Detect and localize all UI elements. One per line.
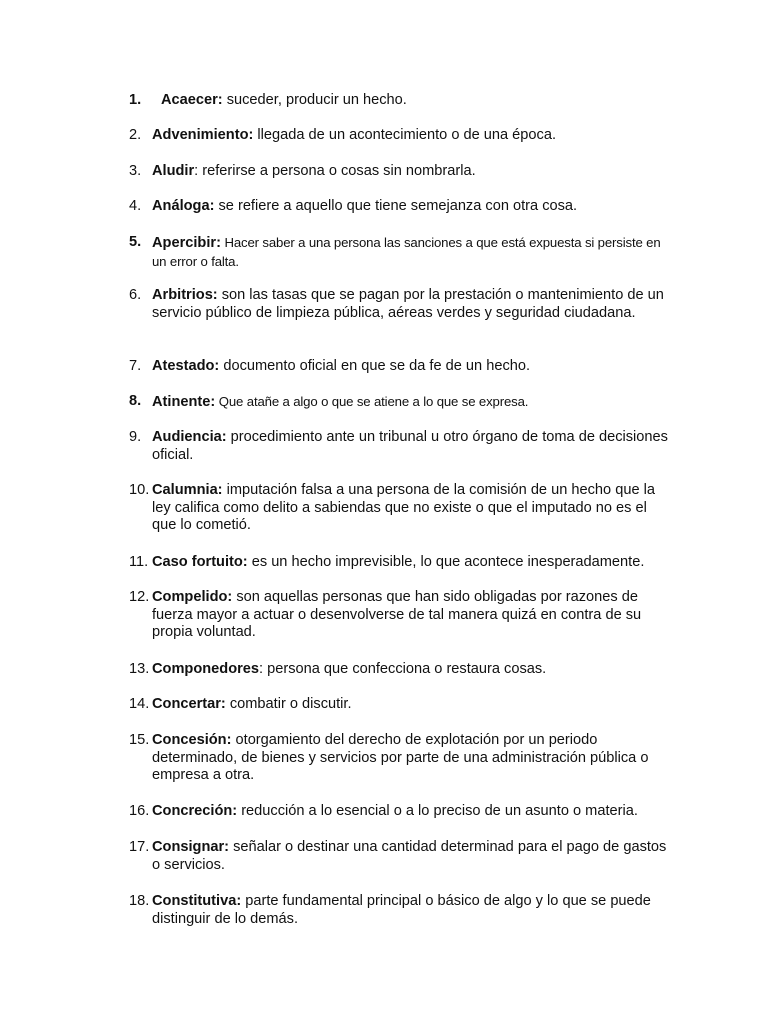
entry-number: 10. [129,482,150,498]
entry-term: Caso fortuito: [152,554,248,570]
entry-definition: combatir o discutir. [225,696,352,712]
entry-number: 7. [129,358,142,374]
glossary-entry-7 [129,358,669,376]
glossary-entry-10 [129,482,669,535]
glossary-entry-8 [129,393,669,412]
glossary-entry-6 [129,287,669,322]
entry-definition: son aquellas personas que han sido obligadas por razones de fuerza mayor a actuar o desenvolverse de tal manera quizá en contra de su propia voluntad. [152,589,642,640]
glossary-entry-11 [129,554,669,572]
entry-definition: reducción a lo esencial o a lo preciso de un asunto o materia. [237,803,638,819]
entry-number: 5. [129,234,142,250]
entry-term: Aludir [152,163,195,179]
entry-number: 17. [129,839,150,855]
entry-term: Advenimiento: [152,127,254,143]
entry-definition: : persona que confecciona o restaura cosas. [259,661,547,677]
entry-number: 8. [129,393,142,409]
entry-term: Atinente: [152,394,216,410]
entry-definition: documento oficial en que se da fe de un hecho. [219,358,531,374]
entry-term: Apercibir: [152,235,221,251]
entry-number: 4. [129,198,142,214]
entry-number: 18. [129,893,150,909]
glossary-entry-17 [129,839,669,874]
entry-number: 16. [129,803,150,819]
entry-term: Compelido: [152,589,233,605]
entry-term: Audiencia: [152,429,227,445]
entry-definition: son las tasas que se pagan por la prestación o mantenimiento de un servicio público de limpieza pública, aéreas verdes y seguridad ciudadana. [152,287,664,321]
glossary-entry-1 [129,92,669,110]
glossary-entry-3 [129,163,669,181]
entry-number: 13. [129,661,150,677]
entry-definition: es un hecho imprevisible, lo que acontece inesperadamente. [247,554,645,570]
glossary-entry-15 [129,732,669,785]
entry-term: Concreción: [152,803,238,819]
entry-number: 11. [129,554,149,570]
entry-term: Acaecer: [161,92,223,108]
entry-definition: llegada de un acontecimiento o de una época. [253,127,557,143]
glossary-entry-9 [129,429,669,464]
glossary-entry-16 [129,803,669,821]
glossary-entry-14 [129,696,669,714]
entry-definition: procedimiento ante un tribunal u otro órgano de toma de decisiones oficial. [152,429,668,463]
glossary-entry-2 [129,127,669,145]
entry-definition: otorgamiento del derecho de explotación por un periodo determinado, de bienes y servicios por parte de una administración pública o empresa a otra. [152,732,649,783]
glossary-entry-5 [129,234,669,271]
entry-term: Atestado: [152,358,220,374]
glossary-entry-13 [129,661,669,679]
entry-definition: parte fundamental principal o básico de algo y lo que se puede distinguir de lo demás. [152,893,651,927]
entry-number: 6. [129,287,142,303]
entry-definition: : referirse a persona o cosas sin nombrarla. [194,163,476,179]
entry-term: Concesión: [152,732,232,748]
entry-number: 2. [129,127,142,143]
entry-term: Análoga: [152,198,215,214]
entry-term: Calumnia: [152,482,223,498]
glossary-entry-12 [129,589,669,642]
entry-term: Constitutiva: [152,893,242,909]
entry-number: 9. [129,429,142,445]
entry-definition: suceder, producir un hecho. [222,92,407,108]
entry-number: 14. [129,696,150,712]
entry-definition: señalar o destinar una cantidad determinad para el pago de gastos o servicios. [152,839,667,873]
glossary-entry-18 [129,893,669,928]
entry-number: 12. [129,589,150,605]
glossary-entry-4 [129,198,669,216]
entry-number: 3. [129,163,142,179]
entry-definition: Que atañe a algo o que se atiene a lo que se expresa. [215,394,529,409]
entry-number: 15. [129,732,150,748]
entry-definition: imputación falsa a una persona de la comisión de un hecho que la ley califica como delito a sabiendas que no existe o que el imputado no es el que lo cometió. [152,482,655,533]
entry-number: 1. [129,92,142,108]
entry-definition: se refiere a aquello que tiene semejanza con otra cosa. [214,198,578,214]
entry-term: Concertar: [152,696,226,712]
entry-term: Componedores [152,661,260,677]
entry-term: Arbitrios: [152,287,218,303]
entry-definition: Hacer saber a una persona las sanciones a que está expuesta si persiste en un error o falta. [152,235,661,269]
entry-term: Consignar: [152,839,230,855]
